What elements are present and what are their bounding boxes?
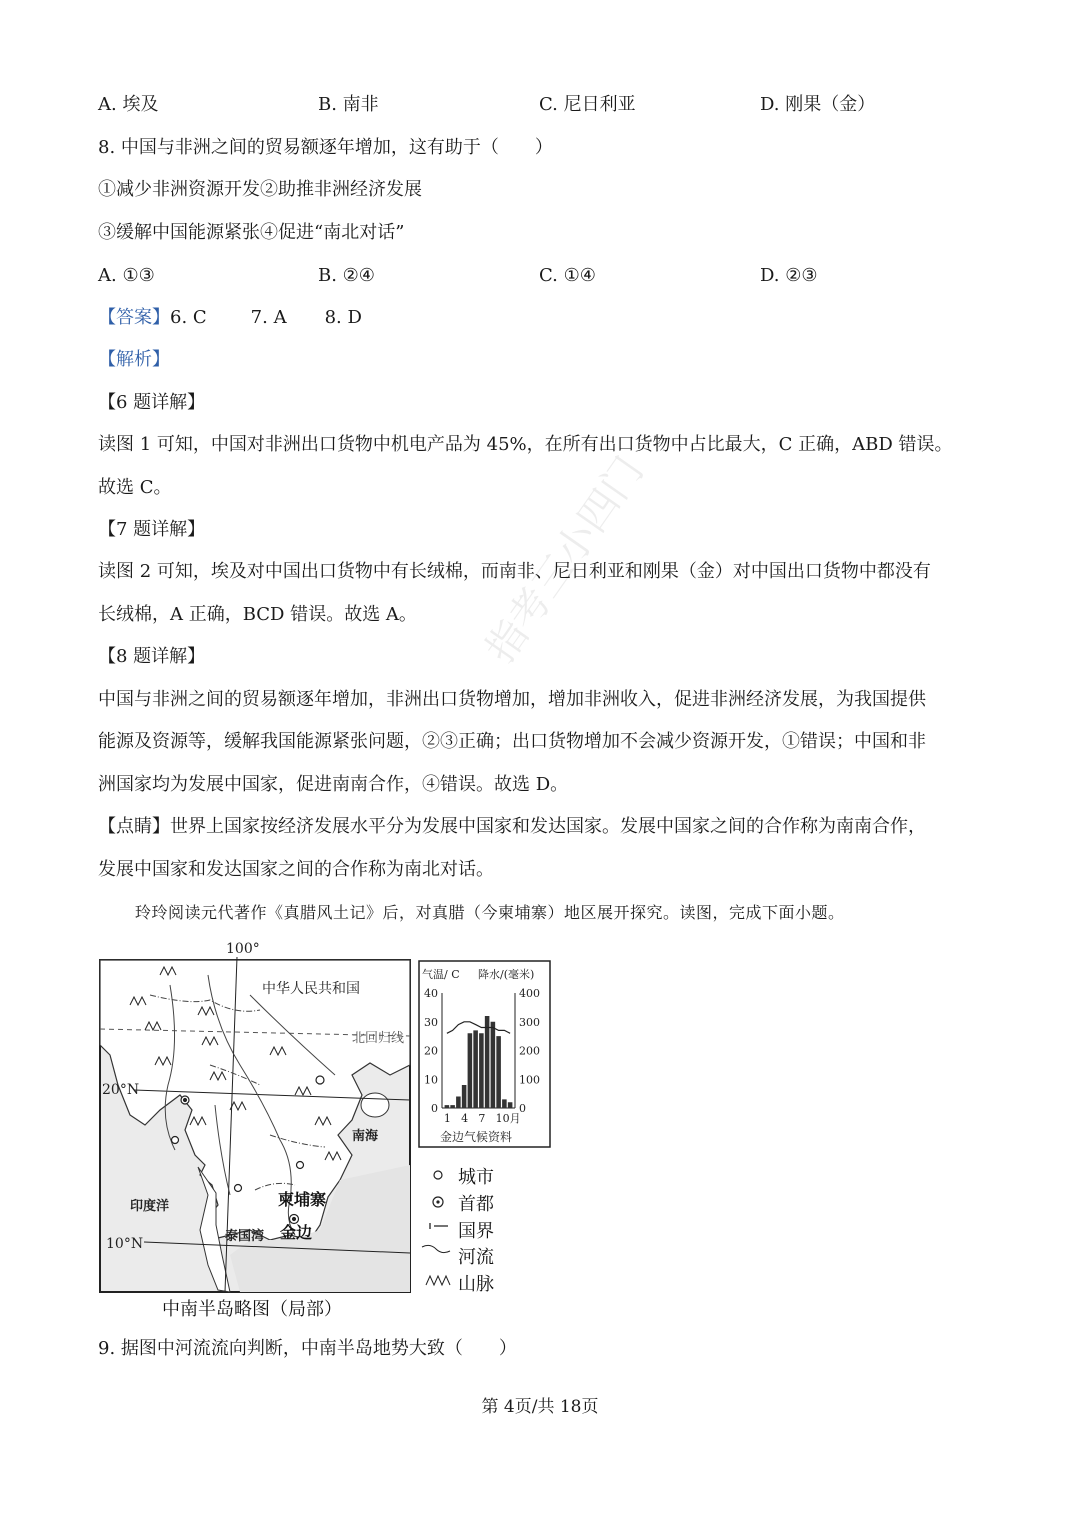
tropic-label: 北回归线 [352,1031,405,1046]
month-label: 4 [461,1112,469,1125]
climate-left-axis-label: 气温/ C [422,968,460,981]
q8-detail-line-3: 洲国家均为发展中国家，促进南南合作，④错误。故选 D。 [98,774,569,795]
month-label: 7 [478,1112,486,1125]
q8-stem: 8. 中国与非洲之间的贸易额逐年增加，这有助于（ ） [98,137,553,158]
climate-chart-title: 金边气候资料 [440,1130,513,1144]
phnom-penh-label: 金边 [280,1223,313,1242]
left-tick-label: 20 [424,1044,438,1058]
legend-border: 国界 [458,1221,494,1242]
q8-statement-2: ③缓解中国能源紧张④促进“南北对话” [98,222,405,243]
month-label: 1 [443,1112,451,1125]
q8-statement-1: ①减少非洲资源开发②助推非洲经济发展 [98,179,422,200]
q8-option-c: C. ①④ [539,265,596,286]
q7-option-b: B. 南非 [318,94,379,115]
answer-7: 7. A [250,307,287,328]
south-sea-label: 南海 [352,1129,379,1144]
precip-bar [508,1102,513,1108]
capital-marker [184,1099,187,1102]
hainan-island [361,1093,389,1117]
city-marker [297,1162,304,1169]
gulf-label: 泰国湾 [225,1229,265,1244]
month-label: 10月 [495,1112,521,1125]
legend-capital-dot [436,1200,439,1203]
capital-marker-dot [293,1218,296,1221]
tip-line-2: 发展中国家和发达国家之间的合作称为南北对话。 [98,859,494,880]
q8-detail-line-1: 中国与非洲之间的贸易额逐年增加，非洲出口货物增加，增加非洲收入，促进非洲经济发展，为我国提供 [98,689,926,710]
precip-bar [468,1033,473,1108]
q7-option-c: C. 尼日利亚 [539,94,636,115]
city-marker [172,1137,179,1144]
answer-8: 8. D [324,307,362,328]
city-marker [235,1185,242,1192]
legend-border-icon [430,1223,448,1229]
tip-tag: 【点睛】 [98,816,170,837]
left-tick-label: 40 [424,987,438,1000]
q8-option-b: B. ②④ [318,265,375,286]
q6-detail-line-2: 故选 C。 [98,477,172,498]
left-tick-label: 10 [424,1073,438,1087]
cambodia-label: 柬埔寨 [278,1190,327,1209]
q7-option-d: D. 刚果（金） [760,94,876,115]
precip-bar [502,1099,507,1108]
right-tick-label: 400 [519,987,540,1000]
precip-bar [450,1105,455,1108]
precip-bar [479,1033,484,1108]
q6-detail-tag: 【6 题详解】 [98,392,206,413]
right-tick-label: 300 [519,1015,540,1029]
q6-detail-line-1: 读图 1 可知，中国对非洲出口货物中机电产品为 45%，在所有出口货物中占比最大，C 正确，ABD 错误。 [98,434,953,455]
q8-detail-tag: 【8 题详解】 [98,646,206,667]
china-label: 中华人民共和国 [262,981,360,997]
lon-100-label: 100° [226,941,260,957]
right-tick-label: 200 [519,1044,540,1058]
right-tick-label: 0 [519,1102,526,1115]
lat-20-label: 20°N [102,1082,140,1098]
legend-mountain: 山脉 [458,1274,494,1295]
q8-option-d: D. ②③ [760,265,818,286]
right-tick-label: 100 [519,1073,540,1087]
left-tick-label: 0 [431,1102,438,1115]
precip-bar [445,1105,450,1108]
precip-bar [473,1030,478,1108]
precip-bar [485,1016,490,1108]
climate-right-axis-label: 降水/(毫米) [478,968,535,981]
q7-detail-line-1: 读图 2 可知，埃及对中国出口货物中有长绒棉，而南非、尼日利亚和刚果（金）对中国出口货物中都没有 [98,561,931,582]
watermark: 指考三小四门 [477,448,653,672]
q7-detail-line-2: 长绒棉，A 正确，BCD 错误。故选 A。 [98,604,417,625]
legend-river: 河流 [458,1247,494,1268]
legend-river-icon [422,1245,450,1252]
left-tick-label: 30 [424,1015,438,1029]
precip-bar [496,1036,501,1108]
legend-mountain-icon [426,1276,450,1285]
q8-detail-line-2: 能源及资源等，缓解我国能源紧张问题，②③正确；出口货物增加不会减少资源开发，①错误；中国和非 [98,731,926,752]
q7-option-a: A. 埃及 [98,94,159,115]
answer-6: 6. C [170,307,207,328]
answer-line [98,306,362,330]
map-caption: 中南半岛略图（局部） [162,1299,342,1320]
city-marker [316,1076,324,1084]
section-intro: 玲玲阅读元代著作《真腊风土记》后，对真腊（今柬埔寨）地区展开探究。读图，完成下面小题。 [135,903,845,922]
precip-bar [456,1097,461,1109]
tip-line-1 [98,815,926,839]
q7-detail-tag: 【7 题详解】 [98,519,206,540]
q9-stem: 9. 据图中河流流向判断，中南半岛地势大致（ ） [98,1338,517,1359]
climate-chart [418,960,552,1150]
lat-10-label: 10°N [106,1236,144,1252]
analysis-tag: 【解析】 [98,349,170,370]
page-footer: 第 4页/共 18页 [481,1397,599,1417]
indian-ocean-label: 印度洋 [130,1199,170,1214]
q8-option-a: A. ①③ [98,265,155,286]
tip-text-1: 世界上国家按经济发展水平分为发展中国家和发达国家。发展中国家之间的合作称为南南合作， [170,816,926,837]
precip-bar [462,1085,467,1108]
answer-tag: 【答案】 [98,307,170,328]
legend-city: 城市 [458,1167,494,1188]
precip-bar [491,1022,496,1108]
legend-capital: 首都 [458,1194,494,1215]
map-legend [422,1167,494,1295]
legend-city-icon [434,1171,442,1179]
